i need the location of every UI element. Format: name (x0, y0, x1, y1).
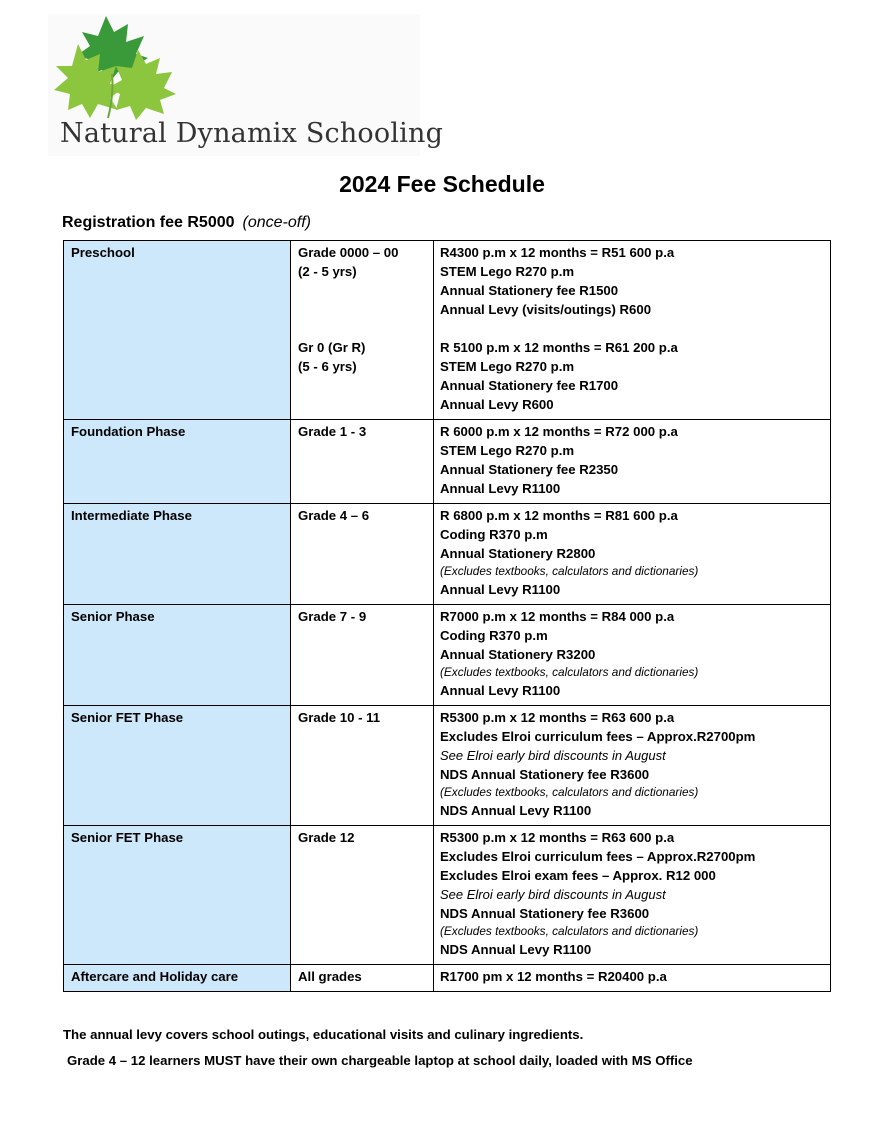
phase-label: Senior Phase (71, 609, 155, 624)
registration-fee (62, 214, 311, 232)
fee-row (64, 420, 831, 504)
grade-cell (291, 706, 434, 826)
fee-row (64, 605, 831, 706)
grade-line: Grade 7 - 9 (298, 609, 367, 624)
spacer (298, 319, 426, 338)
grade-cell (291, 504, 434, 605)
grade-line: Grade 10 - 11 (298, 710, 381, 725)
grade-cell (291, 420, 434, 504)
fee-line: R5300 p.m x 12 months = R63 600 p.a (440, 830, 675, 845)
fee-line: Coding R370 p.m (440, 628, 548, 643)
fee-line: Annual Levy R1100 (440, 683, 561, 698)
grade-line: Grade 4 – 6 (298, 508, 370, 523)
fee-exclusion-note: (Excludes textbooks, calculators and dictionaries) (440, 924, 699, 938)
leaf-logo-icon (48, 14, 248, 124)
fee-line: NDS Annual Stationery fee R3600 (440, 767, 650, 782)
laptop-note: Grade 4 – 12 learners MUST have their own chargeable laptop at school daily, loaded with MS Office (67, 1053, 693, 1068)
phase-label: Foundation Phase (71, 424, 186, 439)
spacer (440, 319, 823, 338)
fee-line: Annual Stationery R2800 (440, 546, 596, 561)
phase-cell (64, 241, 291, 420)
fee-line: STEM Lego R270 p.m (440, 264, 575, 279)
levy-note: The annual levy covers school outings, educational visits and culinary ingredients. (63, 1027, 584, 1042)
fee-line: Annual Levy R1100 (440, 481, 561, 496)
school-logo (48, 14, 444, 156)
fee-line: R1700 pm x 12 months = R20400 p.a (440, 969, 667, 984)
logo-text: Natural Dynamix Schooling (60, 118, 444, 149)
fee-exclusion-note: (Excludes textbooks, calculators and dictionaries) (440, 785, 699, 799)
grade-line: Gr 0 (Gr R) (298, 340, 366, 355)
fee-line: Annual Stationery fee R2350 (440, 462, 619, 477)
fee-line: Annual Levy (visits/outings) R600 (440, 302, 652, 317)
fee-discount-note: See Elroi early bird discounts in August (440, 748, 666, 763)
fee-cell (434, 965, 831, 992)
fee-line: R 5100 p.m x 12 months = R61 200 p.a (440, 340, 678, 355)
fee-cell (434, 706, 831, 826)
fee-line: Excludes Elroi exam fees – Approx. R12 000 (440, 868, 716, 883)
fee-cell (434, 504, 831, 605)
phase-label: Aftercare and Holiday care (71, 969, 239, 984)
spacer (298, 281, 426, 300)
grade-cell (291, 241, 434, 420)
grade-line: All grades (298, 969, 362, 984)
fee-discount-note: See Elroi early bird discounts in August (440, 887, 666, 902)
fee-exclusion-note: (Excludes textbooks, calculators and dictionaries) (440, 665, 699, 679)
phase-label: Intermediate Phase (71, 508, 192, 523)
fee-exclusion-note: (Excludes textbooks, calculators and dictionaries) (440, 564, 699, 578)
grade-line: (5 - 6 yrs) (298, 359, 357, 374)
fee-cell (434, 826, 831, 965)
fee-line: STEM Lego R270 p.m (440, 443, 575, 458)
phase-cell (64, 504, 291, 605)
grade-line: (2 - 5 yrs) (298, 264, 357, 279)
fee-cell (434, 420, 831, 504)
fee-line: Excludes Elroi curriculum fees – Approx.R2700pm (440, 849, 756, 864)
phase-label: Preschool (71, 245, 135, 260)
grade-cell (291, 965, 434, 992)
fee-cell (434, 605, 831, 706)
fee-row (64, 965, 831, 992)
fee-table (63, 240, 831, 992)
fee-row (64, 504, 831, 605)
grade-line: Grade 1 - 3 (298, 424, 367, 439)
grade-line: Grade 0000 – 00 (298, 245, 399, 260)
fee-line: Annual Stationery fee R1500 (440, 283, 619, 298)
grade-cell (291, 826, 434, 965)
fee-line: Annual Stationery R3200 (440, 647, 596, 662)
fee-row (64, 241, 831, 420)
fee-row (64, 826, 831, 965)
fee-row (64, 706, 831, 826)
fee-line: Annual Levy R600 (440, 397, 554, 412)
phase-cell (64, 605, 291, 706)
fee-line: Coding R370 p.m (440, 527, 548, 542)
phase-cell (64, 965, 291, 992)
fee-line: NDS Annual Levy R1100 (440, 803, 592, 818)
phase-cell (64, 706, 291, 826)
fee-line: NDS Annual Stationery fee R3600 (440, 906, 650, 921)
grade-cell (291, 605, 434, 706)
fee-cell (434, 241, 831, 420)
phase-cell (64, 420, 291, 504)
fee-line: Annual Stationery fee R1700 (440, 378, 619, 393)
fee-line: NDS Annual Levy R1100 (440, 942, 592, 957)
phase-label: Senior FET Phase (71, 710, 184, 725)
page-title: 2024 Fee Schedule (339, 171, 545, 197)
fee-line: R4300 p.m x 12 months = R51 600 p.a (440, 245, 675, 260)
phase-label: Senior FET Phase (71, 830, 184, 845)
fee-line: R7000 p.m x 12 months = R84 000 p.a (440, 609, 675, 624)
grade-line: Grade 12 (298, 830, 355, 845)
registration-fee-label: Registration fee R5000 (62, 214, 235, 231)
spacer (298, 300, 426, 319)
fee-line: R5300 p.m x 12 months = R63 600 p.a (440, 710, 675, 725)
fee-line: Excludes Elroi curriculum fees – Approx.R2700pm (440, 729, 756, 744)
fee-line: R 6000 p.m x 12 months = R72 000 p.a (440, 424, 678, 439)
fee-line: Annual Levy R1100 (440, 582, 561, 597)
phase-cell (64, 826, 291, 965)
fee-line: STEM Lego R270 p.m (440, 359, 575, 374)
registration-fee-note: (once-off) (242, 214, 311, 231)
fee-line: R 6800 p.m x 12 months = R81 600 p.a (440, 508, 678, 523)
